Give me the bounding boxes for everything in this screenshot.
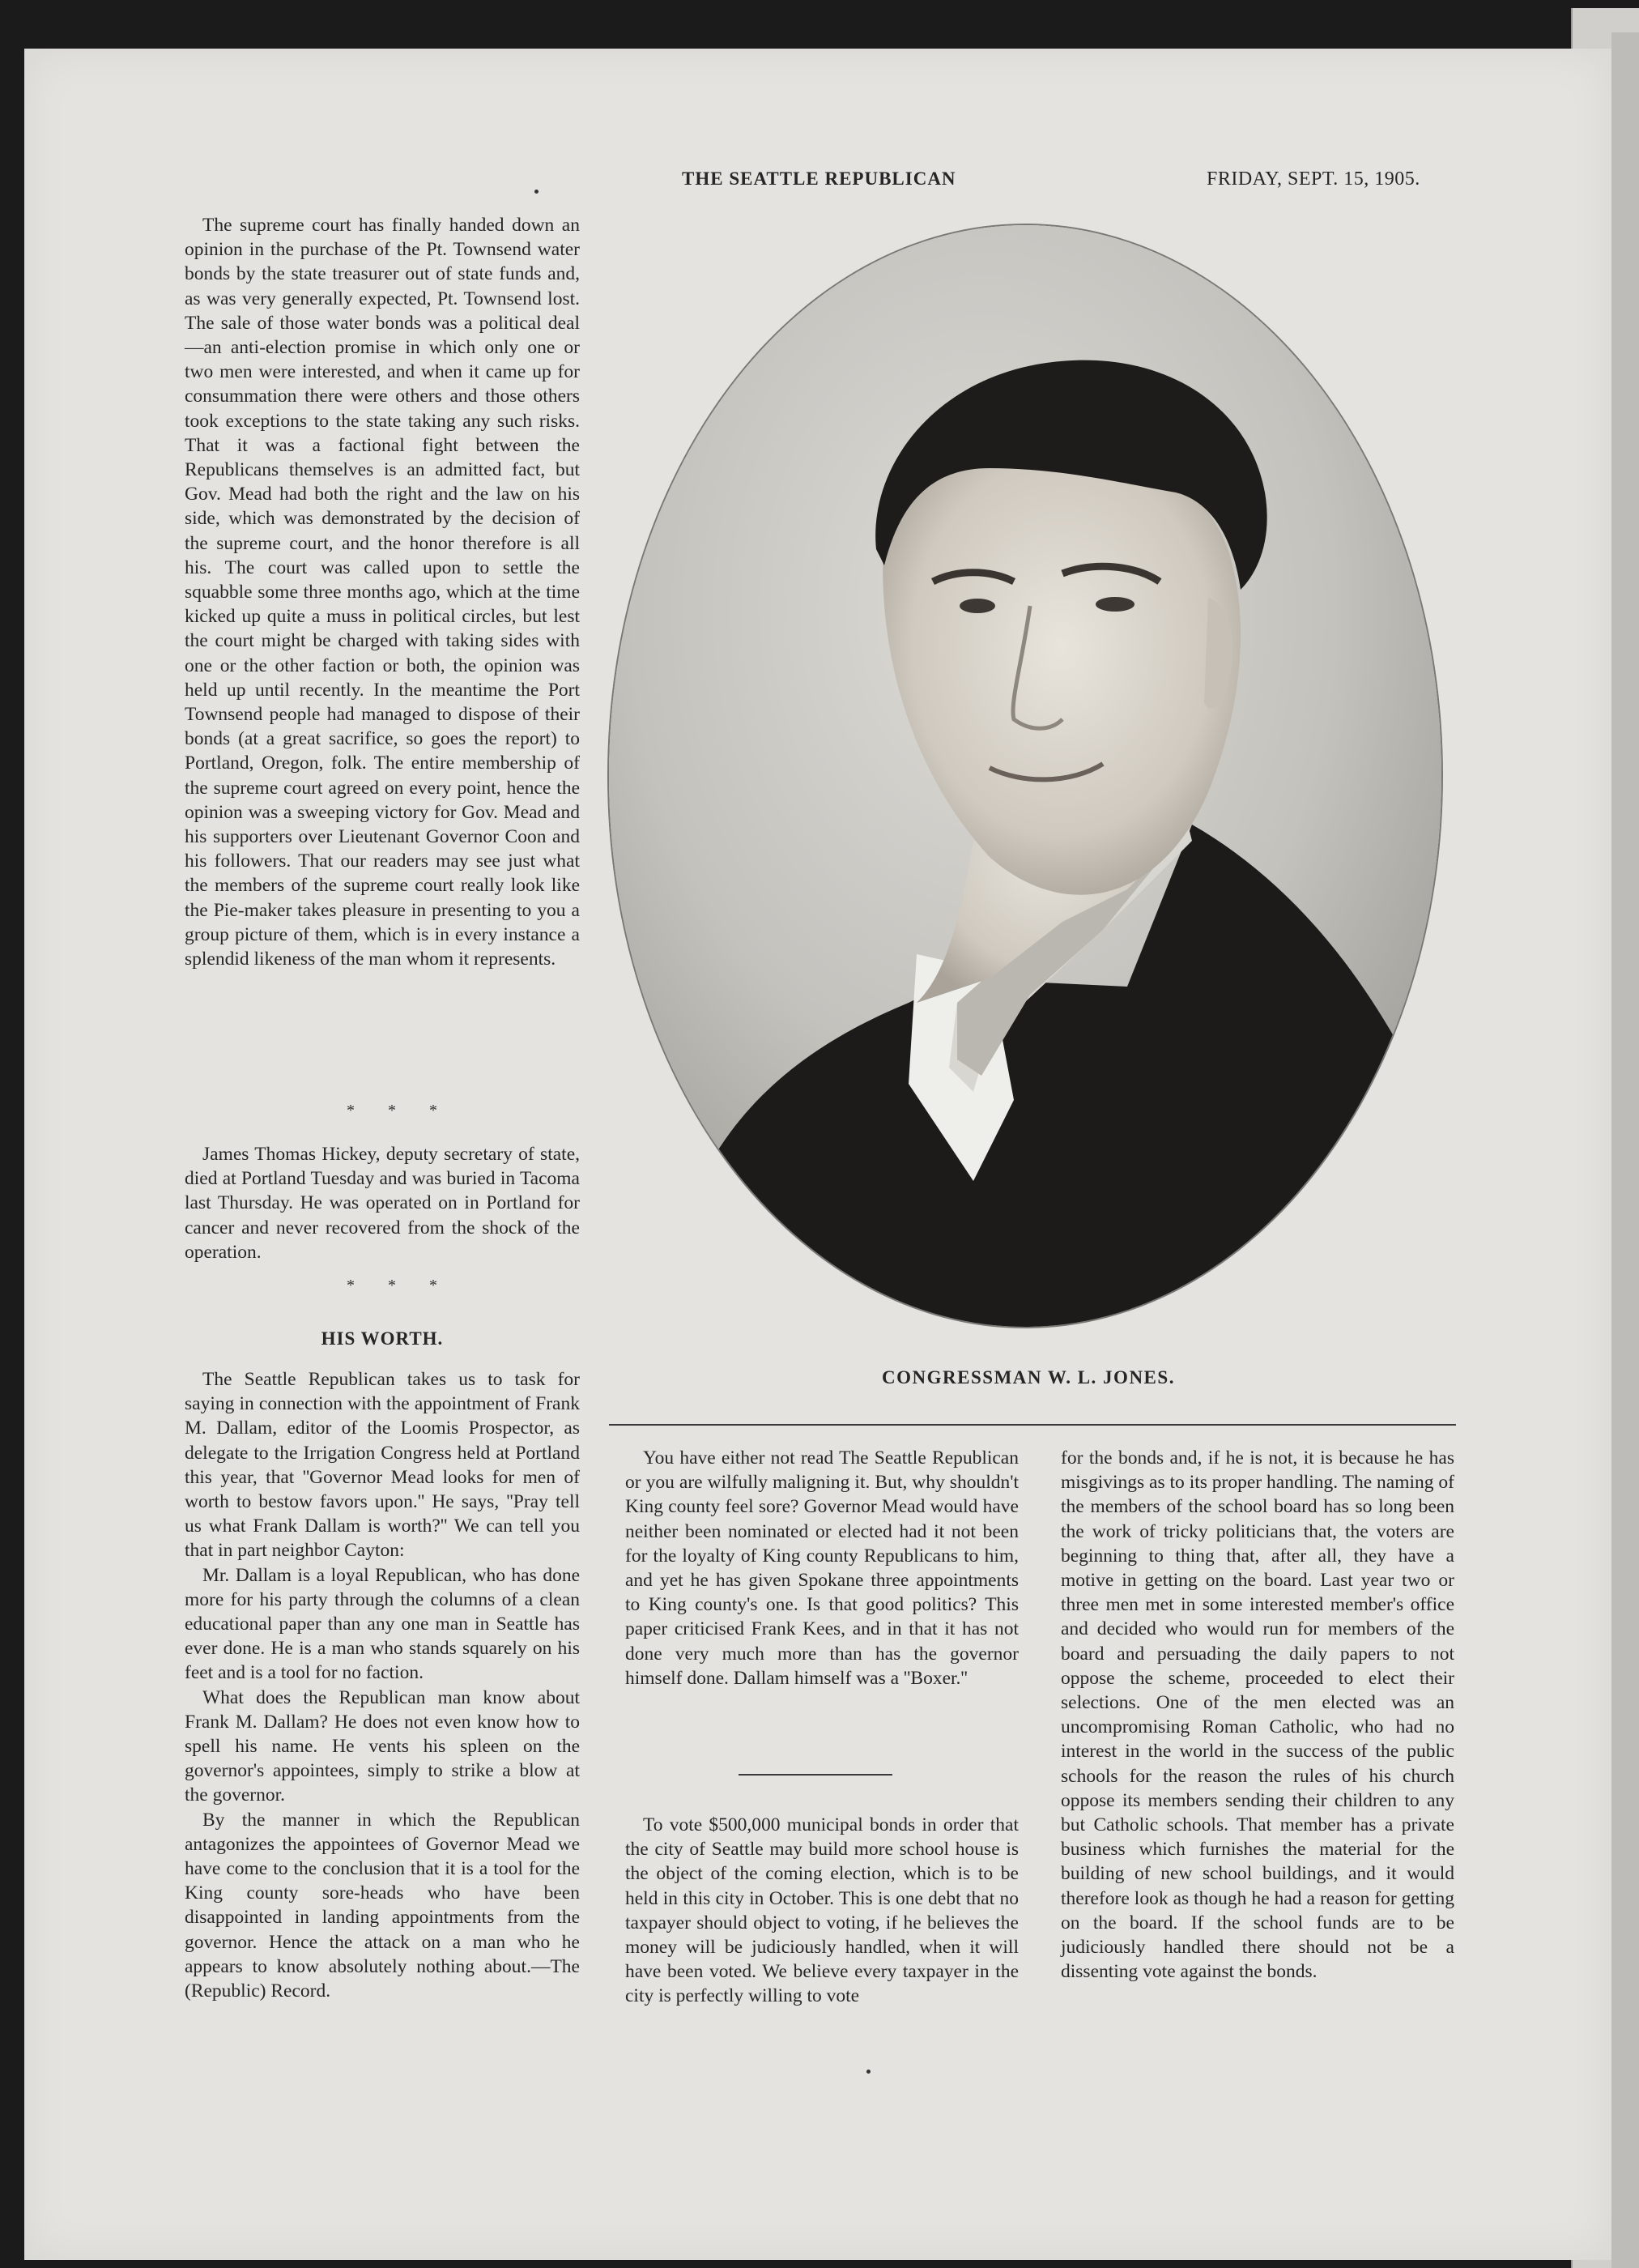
paper-name: THE SEATTLE REPUBLICAN (682, 168, 956, 189)
article-paragraph: You have either not read The Seattle Republican or you are wilfully maligning it. But, why shouldn't King county feel sore? Governor Mead would have neither been nominated or elected had it not been for the loyalty of King county Republicans to him, and yet he has given Spokane three appointments to King county's one. Is that good politics? This paper criticised Frank Kees, and in that it has not done very much more than has the governor himself done. Dallam himself was a ''Boxer.'' (625, 1447, 1019, 1689)
article-school-bonds-start (625, 1813, 1019, 2009)
article-school-bonds-continued (1061, 1446, 1454, 1984)
article-hickey (185, 1142, 580, 1264)
short-divider (739, 1774, 892, 1776)
separator: * * * (347, 1102, 452, 1119)
article-his-worth (185, 1367, 580, 2003)
article-paragraph: What does the Republican man know about Frank M. Dallam? He does not even know how to spell his name. He vents his spleen on the governor's appointees, simply to strike a blow at the governor. (185, 1686, 580, 1806)
article-reply-column (625, 1446, 1019, 1690)
article-paragraph: Mr. Dallam is a loyal Republican, who has done more for his party through the columns of a clean educational paper than any one man in Seattle has ever done. He is a man who stands squarely on his feet and is a tool for no faction. (185, 1564, 580, 1684)
article-supreme-court (185, 213, 580, 971)
portrait-photo (609, 225, 1441, 1327)
article-paragraph: The Seattle Republican takes us to task for saying in connection with the appointment of Frank M. Dallam, editor of the Loomis Prospector, as delegate to the Irrigation Congress held at Portland this year, that ''Governor Mead looks for men of worth to bestow favors upon.'' He says, ''Pray tell us what Frank Dallam is worth?'' We can tell you that in part neighbor Cayton: (185, 1369, 580, 1562)
print-speck (534, 190, 539, 194)
adjacent-page-edge-2 (1611, 32, 1639, 2268)
article-paragraph: By the manner in which the Republican antagonizes the appointees of Governor Mead we have come to the conclusion that it is a tool for the King county sore-heads who have been disappointed in landing appointments from the governor. Hence the attack on a man who he appears to know absolutely nothing about.—The (Republic) Record. (185, 1809, 580, 2002)
portrait-figure (609, 225, 1441, 1327)
article-paragraph: James Thomas Hickey, deputy secretary of state, died at Portland Tuesday and was buried in Tacoma last Thursday. He was operated on in Portland for cancer and never recovered from the shock of the operation. (185, 1144, 580, 1263)
separator: * * * (347, 1277, 452, 1294)
section-heading: HIS WORTH. (321, 1328, 444, 1349)
portrait-caption: CONGRESSMAN W. L. JONES. (882, 1367, 1175, 1388)
article-paragraph: The supreme court has finally handed down an opinion in the purchase of the Pt. Townsend water bonds by the state treasurer out of state funds and, as was very generally expected, Pt. Townsend lost. The sale of those water bonds was a political deal—an anti-election promise in which only one or two men were interested, and when it came up for consummation there were others and those others took exceptions to the state taking any such risks. That it was a factional fight between the Republicans themselves is an admitted fact, but Gov. Mead had both the right and the law on his side, which was demonstrated by the decision of the supreme court, and the honor therefore is all his. The court was called upon to settle the squabble some three months ago, which at the time kicked up quite a muss in political circles, but lest the court might be charged with taking sides with one or the other faction or both, the opinion was held up until recently. In the meantime the Port Townsend people had managed to dispose of their bonds (at a great sacrifice, so goes the report) to Portland, Oregon, folk. The entire membership of the supreme court agreed on every point, hence the opinion was a sweeping victory for Gov. Mead and his supporters over Lieutenant Governor Coon and his followers. That our readers may see just what the members of the supreme court really look like the Pie-maker takes pleasure in presenting to you a group picture of them, which is in every instance a splendid likeness of the man whom it represents. (185, 215, 580, 970)
masthead (0, 168, 1639, 193)
horizontal-rule (609, 1424, 1456, 1426)
article-paragraph: To vote $500,000 municipal bonds in order that the city of Seattle may build more school house is the object of the coming election, which is to be held in this city in October. This is one debt that no taxpayer should object to voting, if he believes the money will be judiciously handled, when it will have been voted. We believe every taxpayer in the city is perfectly willing to vote (625, 1814, 1019, 2007)
issue-date: FRIDAY, SEPT. 15, 1905. (1207, 168, 1420, 190)
article-paragraph: for the bonds and, if he is not, it is because he has misgivings as to its proper handling. The naming of the members of the school board has so long been the work of tricky politicians that, the voters are beginning to thing that, after all, they have a motive in getting on the board. Last year two or three men met in some interested member's office and decided who would run for members of the board and persuading the daily papers to not oppose the scheme, proceeded to elect their selections. One of the men elected was an uncompromising Roman Catholic, who had no interest in the world in the success of the public schools for the reason the rules of his church oppose its members sending their children to any but Catholic schools. That member has a private business which furnishes the material for the building of new school buildings, and it would therefore look as though he had a reason for getting on the board. If the school funds are to be judiciously handled there should not be a dissenting vote against the bonds. (1061, 1447, 1454, 1983)
print-speck (866, 2070, 871, 2074)
